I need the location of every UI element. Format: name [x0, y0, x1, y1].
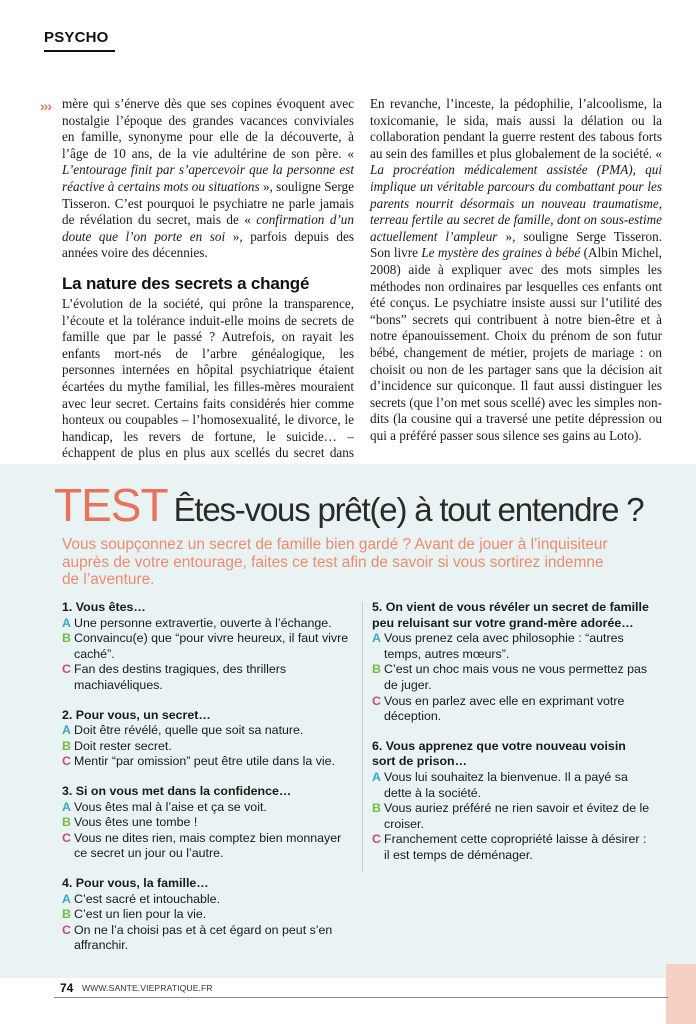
italic-quote: La procréation médicalement assistée (PMA), qui implique un véritable parcours du combattant pour les parents nourrit désormais un nouveau traumatisme, terreau fertile au secret de famille, dont on sous-estime actuellement l’ampleur — [370, 162, 662, 244]
test-title — [54, 478, 643, 530]
question-title: 5. On vient de vous révéler un secret de famille peu reluisant sur votre grand-mère adorée… — [372, 600, 649, 630]
answer-option — [62, 831, 352, 862]
option-text: C’est un lien pour la vie. — [74, 907, 207, 922]
test-intro: Vous soupçonnez un secret de famille bien gardé ? Avant de jouer à l’inquisiteur auprès de votre entourage, faites ce test afin de savoir si vous sortirez indemne de l’aventure. — [62, 536, 608, 589]
italic-quote: Le mystère des graines à bébé — [421, 245, 581, 261]
answer-option — [62, 739, 352, 755]
article-column-left — [40, 96, 354, 478]
option-letter: B — [372, 662, 381, 677]
italic-quote: L’entourage finit par s’apercevoir que la personne est réactive à certains mots ou situations — [62, 162, 354, 194]
page-corner-tab — [666, 964, 696, 1024]
answer-option — [372, 631, 652, 662]
answer-option — [62, 892, 352, 908]
option-letter: C — [372, 693, 381, 708]
question-title: 2. Pour vous, un secret… — [62, 707, 211, 722]
option-letter: A — [62, 723, 71, 738]
quiz-question — [62, 784, 352, 862]
option-letter: B — [62, 907, 71, 922]
footer-rule — [54, 997, 668, 998]
option-letter: C — [62, 922, 71, 937]
answer-option — [62, 662, 352, 693]
option-letter: A — [62, 891, 71, 906]
answer-option — [372, 662, 652, 693]
option-text: Vous lui souhaitez la bienvenue. Il a payé sa dette à la société. — [384, 769, 628, 800]
option-text: Vous êtes mal à l’aise et ça se voit. — [74, 799, 267, 814]
text-run: En revanche, l’inceste, la pédophilie, l’alcoolisme, la toxicomanie, le sida, mais aussi la délation ou la collaboration pendant la guerre restent des tabous forts au sein des familles et plus globalement de la société. « — [370, 96, 662, 161]
answer-option — [62, 723, 352, 739]
option-letter: A — [372, 631, 381, 646]
option-letter: B — [62, 738, 71, 753]
question-title: 6. Vous apprenez que votre nouveau voisin sort de prison… — [372, 738, 626, 769]
page-number: 74 — [60, 981, 74, 995]
option-text: Vous auriez préféré ne rien savoir et évitez de le croiser. — [384, 801, 650, 831]
answer-option — [62, 631, 352, 662]
question-title: 4. Pour vous, la famille… — [62, 875, 209, 890]
option-letter: A — [372, 769, 381, 784]
quiz-question — [62, 876, 352, 954]
option-text: Vous prenez cela avec philosophie : “autres temps, autres mœurs”. — [384, 631, 624, 661]
option-text: Doit être révélé, quelle que soit sa nature. — [74, 723, 304, 738]
quiz-column-right — [372, 600, 652, 878]
option-text: On ne l’a choisi pas et à cet égard on peut s’en affranchir. — [74, 922, 333, 953]
quiz-question — [62, 708, 352, 770]
text-run: », parfois depuis des années voire des décennies. — [62, 228, 354, 261]
quiz-question — [62, 600, 352, 694]
text-run: », souligne Serge Tisseron. C’est pourquoi le psychiatre ne parle jamais de révélation du secret, mais de « — [62, 178, 354, 228]
option-letter: C — [62, 754, 71, 769]
quiz-question — [372, 739, 652, 864]
section-tag: PSYCHO — [44, 28, 115, 52]
option-letter: C — [62, 662, 71, 677]
text-run: (Albin Michel, 2008) aide à expliquer avec des mots simples les méthodes non ordinaires par lesquelles ces enfants ont été conçus. Le psychiatre insiste aussi sur l’utilité des “bons” secrets qui contribuent à notre bien-être et à notre épanouissement. Choix du prénom de son futur bébé, changement de métier, projets de mariage : on choisit ou non de les partager sans que la décision ait d’incidence sur quiconque. Il faut aussi distinguer les secrets (que l’on met sous scellé) avec les simples non-dits (la cousine qui a traversé une petite dépression ou qui a préféré passer sous silence ses gains au Loto). — [370, 245, 662, 443]
option-letter: C — [372, 832, 381, 847]
answer-option — [62, 616, 352, 632]
option-letter: B — [62, 631, 71, 646]
option-letter: B — [62, 815, 71, 830]
option-letter: C — [62, 830, 71, 845]
text-run: mère qui s’énerve dès que ses copines évoquent avec nostalgie l’époque des grandes vacances conviviales en famille, synonyme pour elle de la découverte, à l’âge de 10 ans, de la vie adultérine de son père. « — [62, 96, 354, 161]
quiz-column-left — [62, 600, 352, 968]
answer-option — [372, 832, 652, 863]
test-label: TEST — [54, 479, 168, 531]
answer-option — [62, 754, 352, 770]
column-divider — [362, 602, 363, 872]
option-text: Une personne extravertie, ouverte à l’échange. — [74, 615, 332, 630]
option-text: Franchement cette copropriété laisse à désirer : il est temps de déménager. — [384, 832, 647, 862]
option-text: Vous ne dites rien, mais comptez bien monnayer ce secret un jour ou l’autre. — [74, 830, 342, 861]
test-heading: Êtes-vous prêt(e) à tout entendre ? — [173, 491, 644, 528]
option-text: C’est un choc mais vous ne vous permettez pas de juger. — [384, 662, 648, 692]
question-title: 1. Vous êtes… — [62, 600, 146, 614]
continuation-chevron-icon: ››› — [40, 98, 51, 114]
option-letter: A — [62, 799, 71, 814]
paragraph: L’évolution de la société, qui prône la transparence, l’écoute et la tolérance induit-elle moins de secrets de famille que par le passé ? Autrefois, on rayait les enfants mort-nés de l’arbre généalogique, les personnes internées en hôpital psychiatrique étaient écartées du mythe familial, les filles-mères mouraient avec leur secret. Certains faits considérés hier comme honteux ou coupables – l’homosexualité, le divorce, le handicap, les revers de fortune, le suicide… – échappent de plus en plus aux scellés du secret dans — [62, 295, 354, 461]
answer-option — [372, 801, 652, 832]
answer-option — [372, 770, 652, 801]
answer-option — [62, 815, 352, 831]
italic-quote: confirmation d’un doute que l’on porte en soi — [62, 212, 354, 244]
option-text: Fan des destins tragiques, des thrillers machiavéliques. — [74, 662, 287, 692]
section-subhead: La nature des secrets a changé — [62, 273, 310, 293]
option-letter: A — [62, 615, 71, 630]
answer-option — [62, 907, 352, 923]
question-title: 3. Si on vous met dans la confidence… — [62, 783, 292, 798]
option-text: Vous en parlez avec elle en exprimant votre déception. — [384, 693, 625, 724]
option-text: Doit rester secret. — [74, 738, 172, 753]
article-body — [40, 96, 664, 461]
answer-option — [372, 694, 652, 725]
paragraph-continued — [40, 96, 354, 262]
answer-option — [62, 800, 352, 816]
quiz-question — [372, 600, 652, 725]
article-column-right — [370, 96, 662, 444]
option-text: Convaincu(e) que “pour vivre heureux, il faut vivre caché”. — [74, 631, 349, 661]
option-text: Mentir “par omission” peut être utile dans la vie. — [74, 754, 336, 769]
answer-option — [62, 923, 352, 954]
paragraph — [370, 96, 662, 444]
option-letter: B — [372, 801, 381, 816]
option-text: C’est sacré et intouchable. — [74, 891, 221, 906]
text-run: », souligne Serge Tisseron. Son livre — [370, 228, 662, 261]
site-url: WWW.SANTE.VIEPRATIQUE.FR — [82, 983, 213, 993]
option-text: Vous êtes une tombe ! — [74, 815, 198, 830]
